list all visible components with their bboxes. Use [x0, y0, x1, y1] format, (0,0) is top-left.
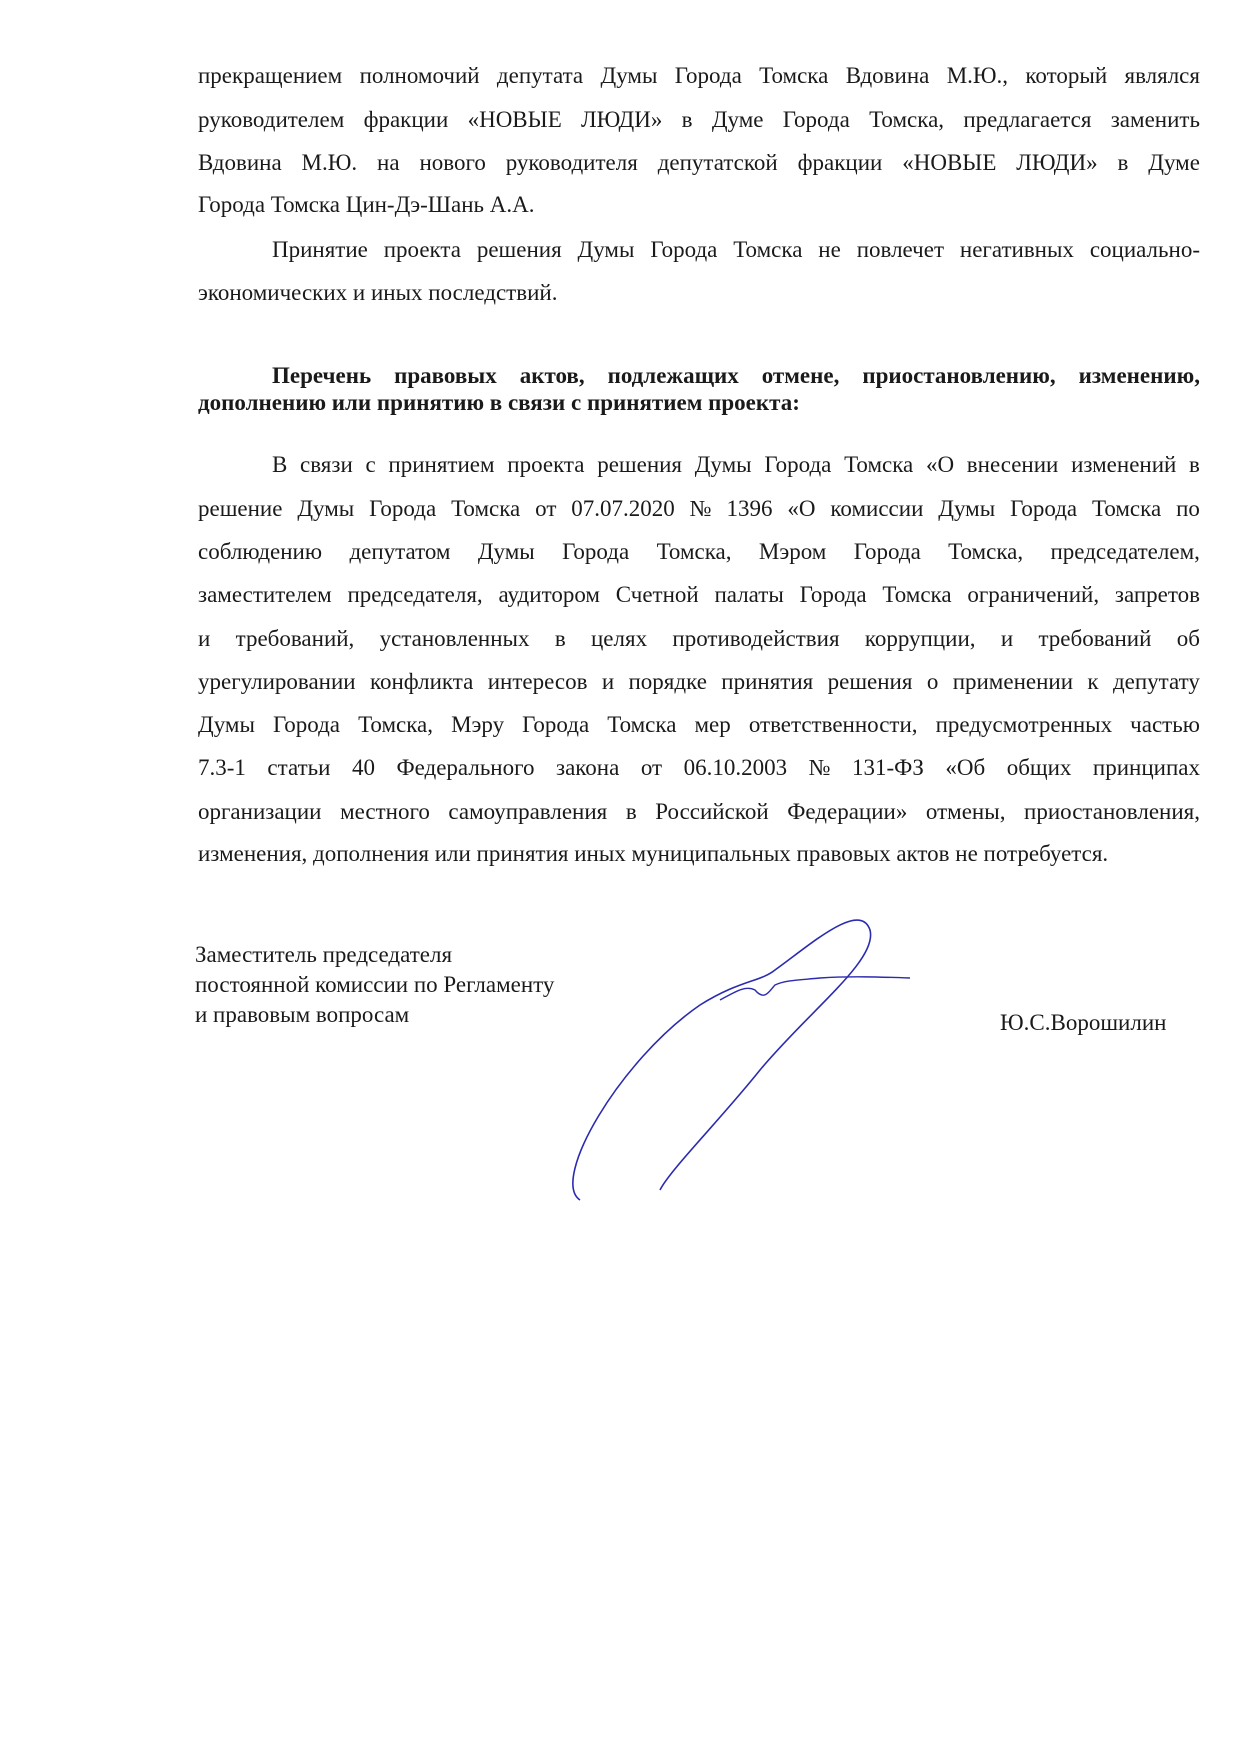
word: на — [377, 150, 400, 175]
word: Думе — [711, 107, 764, 132]
word: комиссии — [830, 496, 924, 521]
word: в — [681, 107, 693, 132]
paragraph-line — [198, 106, 1200, 134]
word: Города — [853, 539, 921, 564]
word: интересов — [487, 669, 588, 694]
paragraph-line — [272, 236, 1200, 264]
word: требований — [1038, 626, 1152, 651]
word: председателем, — [1050, 539, 1200, 564]
word: Думы — [198, 712, 255, 737]
word: 40 — [351, 755, 375, 780]
word: фракции — [797, 150, 883, 175]
word: Томска, — [948, 539, 1024, 564]
word: прекращением — [198, 63, 343, 88]
word: об — [1176, 626, 1200, 651]
word: Счетной — [615, 582, 699, 607]
word: депутату — [1112, 669, 1200, 694]
word: № — [808, 755, 831, 780]
word: внесении — [966, 452, 1059, 477]
word: связи — [300, 452, 353, 477]
word: Томска — [733, 237, 803, 262]
word: от — [535, 496, 557, 521]
word: «НОВЫЕ — [467, 107, 562, 132]
word: «Об — [945, 755, 986, 780]
word: Перечень — [272, 363, 372, 388]
word: Томска — [451, 496, 521, 521]
word: Города — [764, 452, 832, 477]
word: 1396 — [726, 496, 773, 521]
word: Томска, — [358, 712, 433, 737]
word: заменить — [1110, 107, 1200, 132]
paragraph-line — [272, 451, 1200, 479]
word: изменению, — [1078, 363, 1200, 388]
word: Города — [650, 237, 718, 262]
word: Думе — [1148, 150, 1200, 175]
word: ЛЮДИ» — [581, 107, 663, 132]
word: Мэру — [451, 712, 505, 737]
section-heading-line: дополнению или принятию в связи с принятием проекта: — [198, 390, 800, 415]
word: правовых — [394, 363, 497, 388]
word: запретов — [1114, 582, 1200, 607]
word: председателя, — [347, 582, 483, 607]
word: Томска — [882, 582, 952, 607]
paragraph-line — [198, 798, 1200, 826]
word: палаты — [714, 582, 784, 607]
word: Города — [782, 107, 850, 132]
word: предусмотренных — [935, 712, 1113, 737]
word: установленных — [379, 626, 530, 651]
word: В — [272, 452, 288, 477]
word: противодействия — [672, 626, 840, 651]
word: Думы — [600, 63, 658, 88]
paragraph-line — [198, 711, 1200, 739]
signatory-title-line: Заместитель председателя — [195, 942, 453, 967]
word: решения — [827, 669, 913, 694]
word: решения — [597, 452, 683, 477]
word: и — [198, 626, 211, 651]
word: «НОВЫЕ — [902, 150, 997, 175]
word: депутатской — [657, 150, 778, 175]
word: Города — [799, 582, 867, 607]
word: самоуправления — [448, 799, 608, 824]
word: Города — [1010, 496, 1078, 521]
word: решение — [198, 496, 283, 521]
paragraph-line: изменения, дополнения или принятия иных муниципальных правовых актов не потребуется. — [198, 841, 1109, 866]
paragraph-line — [198, 149, 1200, 177]
word: являлся — [1124, 63, 1200, 88]
word: ЛЮДИ» — [1016, 150, 1098, 175]
paragraph-line — [198, 754, 1200, 782]
word: и — [1000, 626, 1014, 651]
word: 06.10.2003 — [683, 755, 788, 780]
word: в — [554, 626, 566, 651]
word: нового — [419, 150, 486, 175]
word: № — [689, 496, 712, 521]
word: в — [1189, 452, 1200, 477]
word: Российской — [655, 799, 769, 824]
word: Думы — [297, 496, 355, 521]
word: с — [365, 452, 376, 477]
word: к — [1087, 669, 1099, 694]
word: порядке — [628, 669, 707, 694]
word: 7.3-1 — [198, 755, 246, 780]
paragraph-line — [198, 495, 1200, 523]
word: Томска — [607, 712, 677, 737]
word: отмены, — [925, 799, 1006, 824]
word: Томска, — [869, 107, 945, 132]
word: общих — [1006, 755, 1072, 780]
word: 07.07.2020 — [571, 496, 675, 521]
word: изменений — [1071, 452, 1177, 477]
word: ответственности, — [748, 712, 918, 737]
word: актов, — [519, 363, 585, 388]
word: «О — [787, 496, 816, 521]
word: закона — [555, 755, 620, 780]
word: Города — [522, 712, 590, 737]
paragraph-line: Города Томска Цин-Дэ-Шань А.А. — [198, 192, 535, 217]
word: отмене, — [761, 363, 840, 388]
word: приостановлению, — [862, 363, 1056, 388]
word: который — [1025, 63, 1108, 88]
handwritten-signature — [560, 910, 980, 1210]
section-heading-line — [272, 362, 1200, 390]
signatory-title-line: постоянной комиссии по Регламенту — [195, 972, 555, 997]
word: полномочий — [359, 63, 480, 88]
word: Думы — [694, 452, 752, 477]
paragraph-line: экономических и иных последствий. — [198, 280, 558, 305]
word: фракции — [363, 107, 449, 132]
word: местного — [340, 799, 430, 824]
word: Федерального — [396, 755, 535, 780]
word: социально- — [1089, 237, 1200, 262]
word: частью — [1130, 712, 1200, 737]
word: применении — [952, 669, 1074, 694]
word: мер — [694, 712, 731, 737]
word: депутата — [496, 63, 584, 88]
word: Томска — [759, 63, 829, 88]
word: депутатом — [349, 539, 451, 564]
word: конфликта — [369, 669, 474, 694]
word: Города — [674, 63, 742, 88]
word: М.Ю. — [301, 150, 358, 175]
word: Думы — [577, 237, 635, 262]
paragraph-line — [198, 581, 1200, 609]
word: проекта — [507, 452, 585, 477]
signatory-title-line: и правовым вопросам — [195, 1002, 410, 1027]
word: Города — [272, 712, 340, 737]
word: в — [1117, 150, 1129, 175]
word: Думы — [477, 539, 535, 564]
word: предлагается — [963, 107, 1092, 132]
word: решения — [476, 237, 562, 262]
word: Вдовина — [198, 150, 282, 175]
word: М.Ю., — [946, 63, 1009, 88]
word: Томска — [844, 452, 914, 477]
word: аудитором — [498, 582, 600, 607]
word: принципах — [1092, 755, 1200, 780]
word: Принятие — [272, 237, 368, 262]
word: о — [926, 669, 939, 694]
word: не — [818, 237, 841, 262]
word: ограничений, — [967, 582, 1100, 607]
word: Мэром — [758, 539, 827, 564]
word: статьи — [267, 755, 331, 780]
word: повлечет — [856, 237, 945, 262]
word: руководителем — [198, 107, 345, 132]
word: в — [625, 799, 637, 824]
word: по — [1176, 496, 1200, 521]
paragraph-line — [198, 668, 1200, 696]
word: коррупции, — [864, 626, 976, 651]
paragraph-line — [198, 625, 1200, 653]
word: организации — [198, 799, 322, 824]
word: проекта — [383, 237, 461, 262]
word: негативных — [959, 237, 1074, 262]
word: «О — [925, 452, 955, 477]
word: принятием — [388, 452, 495, 477]
word: принятия — [721, 669, 814, 694]
word: руководителя — [505, 150, 638, 175]
word: урегулировании — [198, 669, 356, 694]
signatory-title — [195, 940, 554, 1030]
word: Томска, — [656, 539, 732, 564]
word: подлежащих — [607, 363, 739, 388]
signatory-name: Ю.С.Ворошилин — [1000, 1010, 1167, 1035]
paragraph-line — [198, 62, 1200, 90]
word: 131-ФЗ — [852, 755, 924, 780]
word: от — [640, 755, 663, 780]
word: приостановления, — [1024, 799, 1200, 824]
word: соблюдению — [198, 539, 323, 564]
word: целях — [591, 626, 648, 651]
word: Федерации» — [787, 799, 908, 824]
word: требований, — [235, 626, 355, 651]
word: и — [601, 669, 615, 694]
paragraph-line — [198, 538, 1200, 566]
word: Вдовина — [845, 63, 930, 88]
word: Города — [562, 539, 630, 564]
word: заместителем — [198, 582, 332, 607]
word: Города — [369, 496, 437, 521]
word: Думы — [938, 496, 996, 521]
word: Томска — [1092, 496, 1162, 521]
